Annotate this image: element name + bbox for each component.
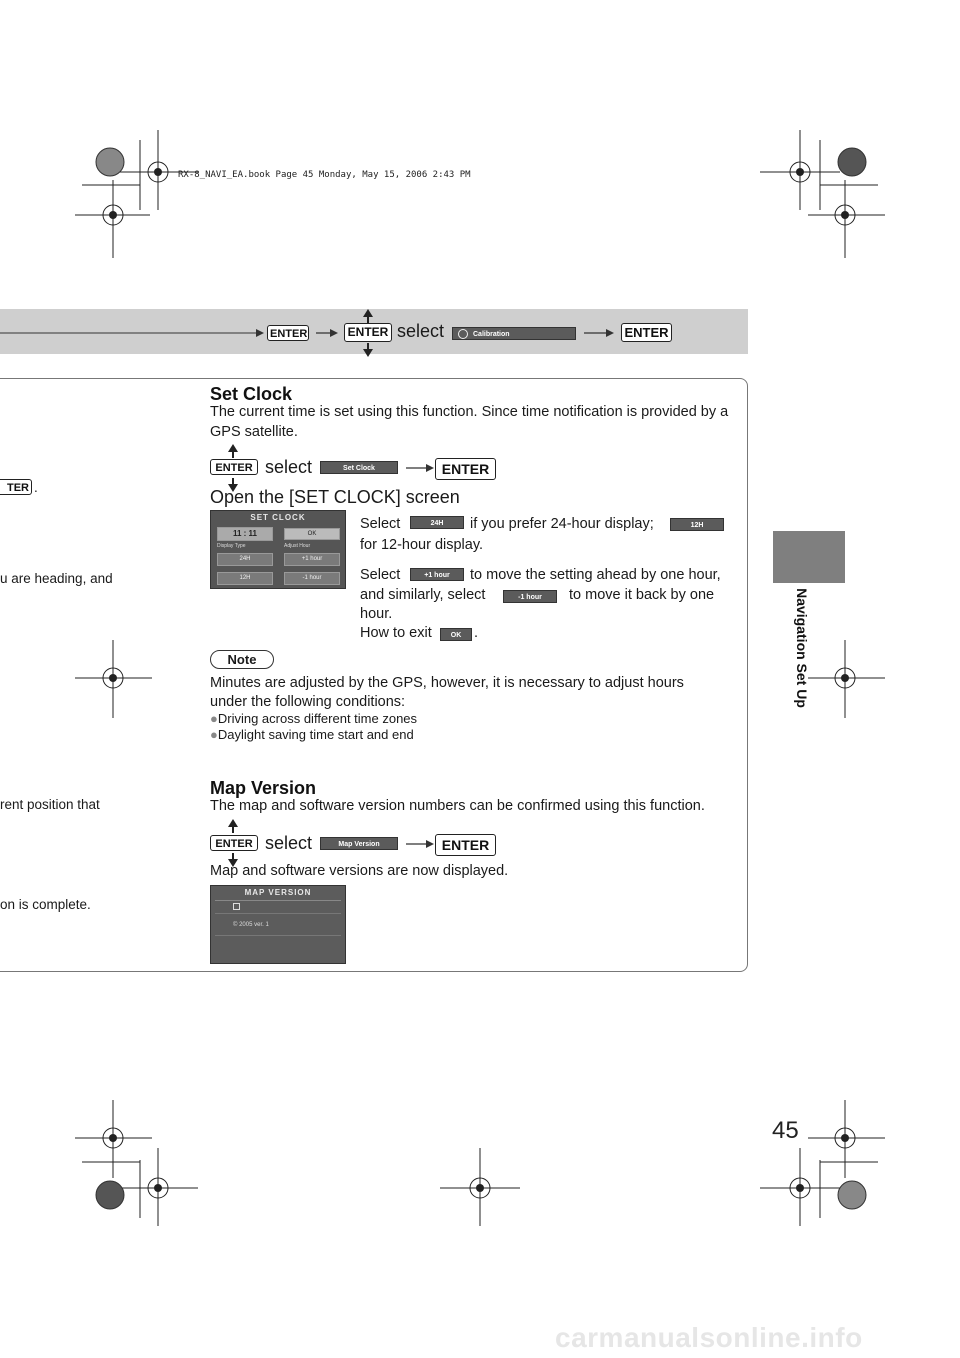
map-version-result: Map and software versions are now displayed.: [210, 863, 509, 879]
select-label: select: [397, 321, 445, 341]
set-clock-enter-big: ENTER: [435, 458, 496, 480]
screen-hour: 11: [232, 529, 242, 538]
screen-plus-hour-button: +1 hour: [284, 553, 340, 566]
enter-key-1: ENTER: [267, 325, 309, 341]
text-fragment-position: rent position that: [0, 797, 100, 812]
enter-key-cut: TER: [0, 479, 32, 495]
p1-12h-button: 12H: [670, 518, 724, 531]
set-clock-screenshot: [210, 510, 346, 589]
screen-divider: [215, 913, 341, 914]
calibration-icon: [458, 329, 468, 339]
print-header: RX-8_NAVI_EA.book Page 45 Monday, May 15, 2006 2:43 PM: [178, 170, 471, 180]
screen-12h-button: 12H: [217, 572, 273, 585]
screen-adjust-hour-label: Adjust Hour: [284, 543, 311, 549]
watermark: carmanualsonline.info: [555, 1322, 863, 1353]
map-version-select-label: select: [265, 833, 313, 853]
section-tab: [773, 531, 845, 583]
p2-text-b: to move the setting ahead by one hour,: [470, 567, 721, 583]
section-tab-label: Navigation Set Up: [794, 588, 810, 708]
p2-plus-hour-button: +1 hour: [410, 568, 464, 581]
screen-divider: [215, 900, 341, 901]
screen-time-display: 11 : 11: [217, 527, 273, 541]
screen-minus-hour-button: -1 hour: [284, 572, 340, 585]
p3-ok-button: OK: [440, 628, 472, 641]
bullet-text: Driving across different time zones: [217, 711, 418, 726]
p1-select: Select: [360, 516, 401, 532]
screen-display-type-label: Display Type: [217, 543, 246, 549]
screen-version-line: © 2005 ver. 1: [233, 922, 269, 928]
note-text-2: under the following conditions:: [210, 694, 406, 710]
p3-how-to-exit: How to exit: [360, 625, 432, 641]
enter-key-3: ENTER: [621, 323, 672, 342]
calibration-label: Calibration: [473, 331, 510, 338]
p1-24h-button: 24H: [410, 516, 464, 529]
screen-24h-button: 24H: [217, 553, 273, 566]
p3-period: .: [474, 625, 479, 641]
set-clock-screen-title: SET CLOCK: [250, 513, 306, 522]
set-clock-description: The current time is set using this function. Since time notification is provided by a GPS satellite.: [210, 404, 729, 440]
p2-select: Select: [360, 567, 401, 583]
screen-map-icon: [233, 903, 240, 910]
note-text-1: Minutes are adjusted by the GPS, however, it is necessary to adjust hours: [210, 675, 684, 691]
p2-minus-hour-button: -1 hour: [503, 590, 557, 603]
map-version-menu-button: Map Version: [320, 837, 398, 850]
map-version-screen-title: MAP VERSION: [244, 888, 312, 897]
p2-text-d: to move it back by one: [569, 587, 715, 603]
note-bullet-1: [210, 711, 417, 726]
open-set-clock-screen: Open the [SET CLOCK] screen: [210, 487, 460, 507]
p2-text-c: and similarly, select: [360, 587, 486, 603]
p2-text-e: hour.: [360, 606, 393, 622]
enter-key-2: ENTER: [344, 323, 392, 342]
screen-divider: [215, 935, 341, 936]
note-bullet-2: [210, 727, 414, 742]
p1-text-c: for 12-hour display.: [360, 537, 484, 553]
calibration-button: [452, 327, 576, 340]
map-version-enter-big: ENTER: [435, 834, 496, 856]
text-fragment-complete: on is complete.: [0, 897, 91, 912]
note-badge: Note: [210, 650, 274, 669]
bullet-dot-icon: ●: [210, 727, 218, 742]
map-version-title: Map Version: [210, 778, 317, 798]
p1-text-b: if you prefer 24-hour display;: [470, 516, 654, 532]
map-version-description: The map and software version numbers can be confirmed using this function.: [210, 798, 705, 814]
set-clock-menu-button: Set Clock: [320, 461, 398, 474]
bullet-text: Daylight saving time start and end: [217, 727, 414, 742]
set-clock-enter-key: ENTER: [210, 459, 258, 475]
set-clock-title: Set Clock: [210, 384, 293, 404]
text-fragment-heading: u are heading, and: [0, 571, 113, 586]
map-version-enter-key: ENTER: [210, 835, 258, 851]
map-version-screenshot: [210, 885, 346, 964]
screen-minute: 11: [248, 529, 258, 538]
screen-ok-button: OK: [284, 528, 340, 540]
page-number: 45: [772, 1117, 799, 1144]
bullet-dot-icon: ●: [210, 711, 218, 726]
period-fragment: .: [34, 480, 38, 495]
set-clock-select-label: select: [265, 457, 313, 477]
